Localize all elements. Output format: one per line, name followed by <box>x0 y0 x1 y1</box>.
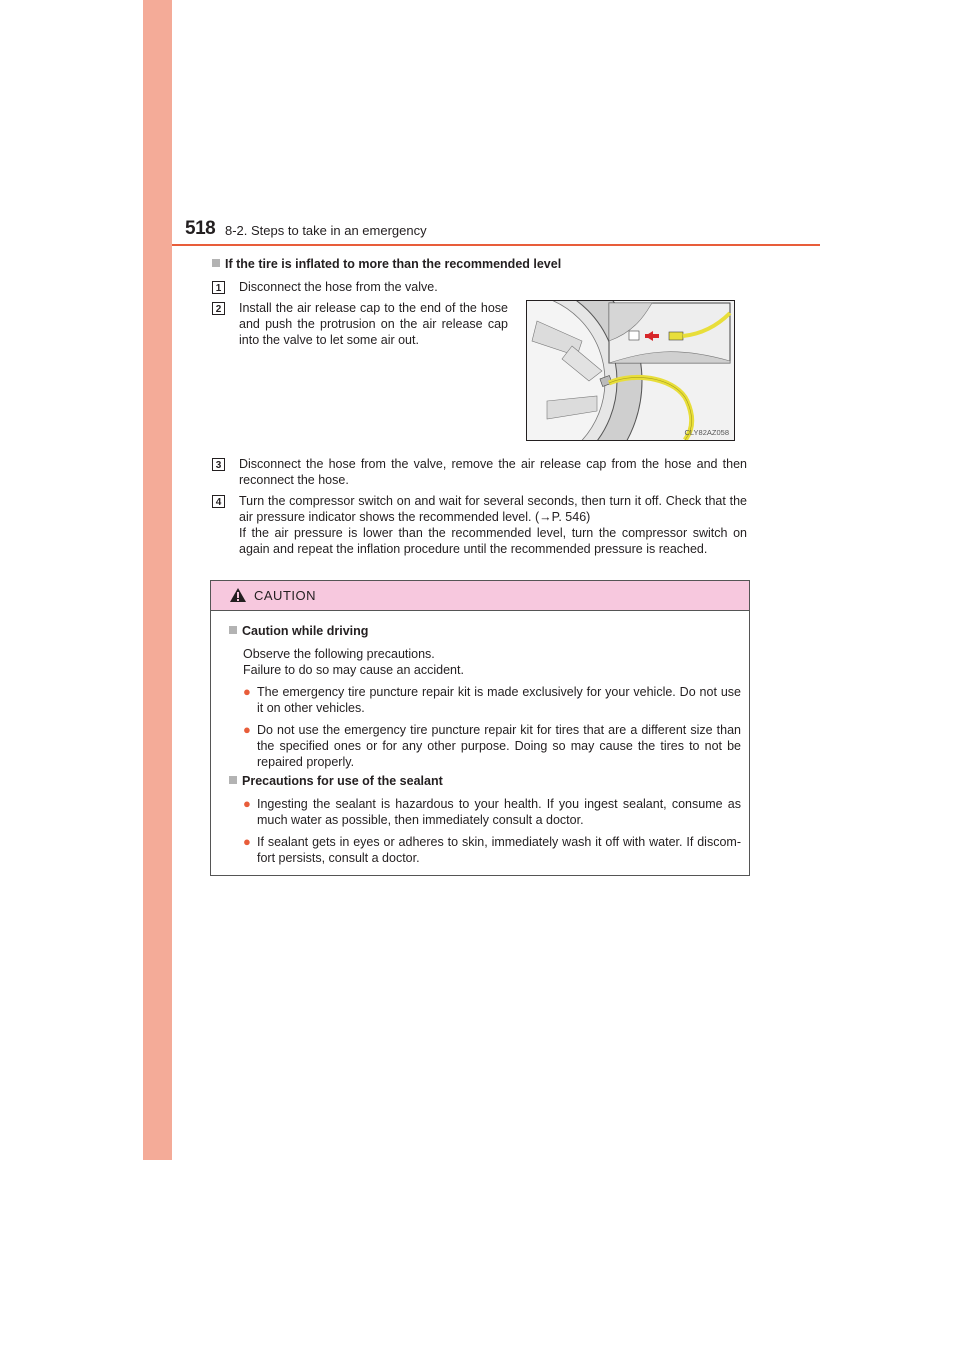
caution-bullet-1-text: The emergency tire puncture repair kit is made exclusively for your vehicle. Do not use it on other vehicles. <box>257 685 741 715</box>
caution-bullet-2-text: Do not use the emergency tire puncture repair kit for tires that are a different size than the specified ones or for any other purpose. Doing so may cause the tires to not be repaired properly. <box>257 723 741 769</box>
section-title <box>212 257 561 271</box>
caution-bullet-2 <box>243 722 745 770</box>
caution-bullet-3-text: Ingesting the sealant is hazardous to your health. If you ingest sealant, consume as much water as possible, then immediately consult a doctor. <box>257 797 741 827</box>
tire-valve-illustration <box>526 300 735 441</box>
round-bullet-icon: ● <box>243 834 251 849</box>
round-bullet-icon: ● <box>243 722 251 737</box>
round-bullet-icon: ● <box>243 796 251 811</box>
caution-title: CAUTION <box>254 588 316 603</box>
warning-triangle-icon <box>229 587 247 603</box>
caution-bullet-4 <box>243 834 745 866</box>
step-text-4-line2: If the air pressure is lower than the recommended level, turn the compressor switch on again and repeat the inflation procedure until the recommended pressure is reached. <box>239 526 747 556</box>
caution-bullet-3 <box>243 796 745 828</box>
caution-box <box>210 580 750 876</box>
round-bullet-icon: ● <box>243 684 251 699</box>
caution-intro-2: Failure to do so may cause an accident. <box>243 663 464 677</box>
caution-bullet-4-text: If sealant gets in eyes or adheres to skin, immediately wash it off with water. If discom-fort persists, consult a doctor. <box>257 835 741 865</box>
caution-header <box>211 581 749 611</box>
figure-code: CLY82AZ058 <box>684 428 729 437</box>
step-text-4 <box>239 493 747 557</box>
step-number-3: 3 <box>212 458 225 471</box>
step-text-4-line1: Turn the compressor switch on and wait for several seconds, then turn it off. Check that the air pressure indicator shows the recommended level. (→P. 546) <box>239 494 747 524</box>
step-text-2: Install the air release cap to the end of the hose and push the protrusion on the air release cap into the valve to let some air out. <box>239 301 508 347</box>
step-number-1: 1 <box>212 281 225 294</box>
step-number-4: 4 <box>212 495 225 508</box>
caution-bullet-1 <box>243 684 745 716</box>
header-divider <box>172 244 820 246</box>
caution-heading-2 <box>229 774 443 788</box>
side-color-bar <box>143 0 172 1160</box>
section-title-text: If the tire is inflated to more than the recommended level <box>225 257 562 271</box>
tire-valve-drawing <box>527 301 734 440</box>
caution-heading-2-text: Precautions for use of the sealant <box>242 774 443 788</box>
square-bullet-icon <box>229 776 237 784</box>
step-text-1: Disconnect the hose from the valve. <box>239 280 438 294</box>
step-text-3: Disconnect the hose from the valve, remove the air release cap from the hose and then reconnect the hose. <box>239 457 747 487</box>
square-bullet-icon <box>229 626 237 634</box>
square-bullet-icon <box>212 259 220 267</box>
caution-heading-1-text: Caution while driving <box>242 624 369 638</box>
caution-heading-1 <box>229 624 368 638</box>
caution-intro-1: Observe the following precautions. <box>243 647 435 661</box>
page-number: 518 <box>185 218 216 239</box>
step-number-2: 2 <box>212 302 225 315</box>
chapter-header: 8-2. Steps to take in an emergency <box>225 223 427 238</box>
